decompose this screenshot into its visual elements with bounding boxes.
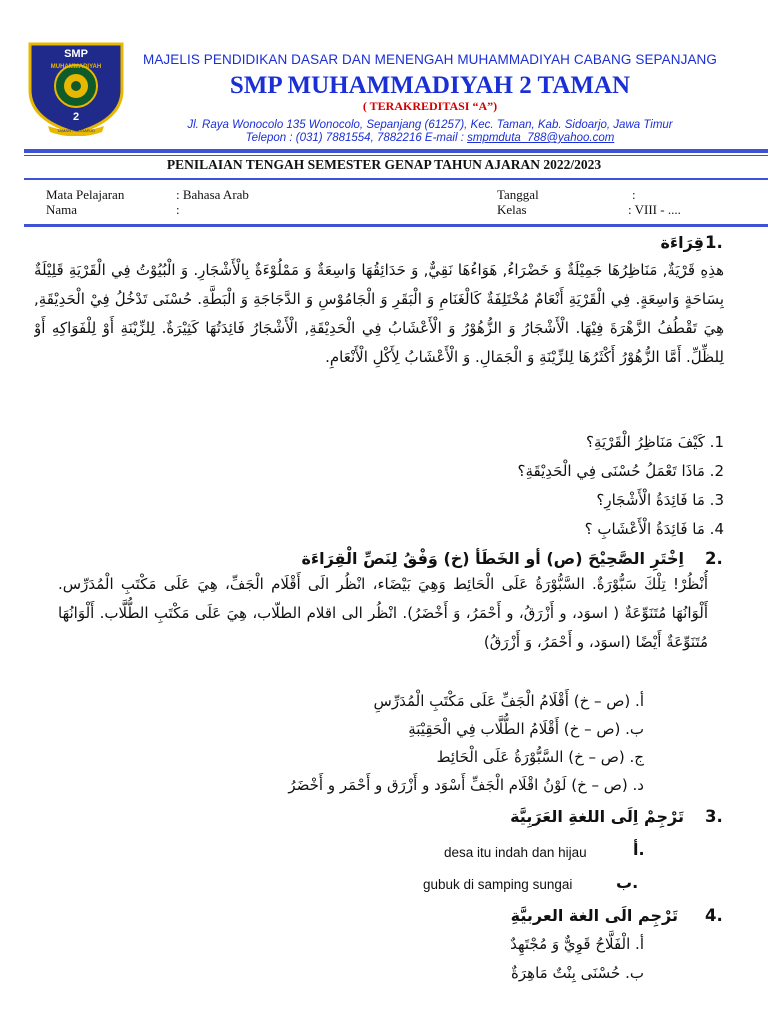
q4-title: تَرْجِم الَى الغة العربيَّةِ	[510, 906, 678, 925]
logo-ring-text: MUHAMMADIYAH	[50, 64, 102, 70]
q3-item-b-letter: ب.	[616, 873, 639, 892]
q2-number: 2.	[705, 549, 723, 568]
q4-item-b: ب. حُسْنَى بِنْتٌ مَاهِرَةٌ	[511, 964, 644, 982]
q4-item-a: أ. الْفَلَّاحُ قَوِيٌّ وَ مُجْتَهِدٌ	[510, 935, 644, 953]
header-divider-thin	[24, 155, 768, 156]
logo-number: 2	[72, 111, 80, 123]
logo-top-text: SMP	[64, 48, 88, 60]
subject-label: Mata Pelajaran	[46, 187, 125, 202]
subject-value: : Bahasa Arab	[176, 187, 249, 202]
contact-line	[130, 132, 730, 144]
date-label: Tanggal	[497, 187, 539, 202]
q2-option-a: أ. (ص – خ) أَقْلَامُ الْجَفِّ عَلَى مَكْتَبِ الْمُدَرِّسِ	[373, 692, 644, 710]
q1-question-2: 2. مَاذَا تَعْمَلُ حُسْنَى فِي الْحَدِيْقَةِ؟	[517, 462, 724, 480]
q3-title: تَرْجِمْ اِلَى اللغةِ العَرَبِيَّة	[510, 807, 684, 826]
q1-question-1: 1. كَيْفَ مَنَاظِرُ الْقَرْيَةِ؟	[586, 433, 724, 451]
q3-item-a-text: desa itu indah dan hijau	[444, 845, 587, 860]
telephone-text: Telepon : (031) 7881554, 7882216 E-mail :	[245, 132, 468, 144]
q3-item-a-letter: أ.	[633, 840, 645, 859]
class-value: : VIII - ....	[628, 202, 681, 217]
date-value: :	[632, 187, 636, 202]
school-name: SMP MUHAMMADIYAH 2 TAMAN	[229, 72, 631, 99]
q4-number: 4.	[705, 906, 723, 925]
school-logo	[22, 40, 130, 136]
school-address: Jl. Raya Wonocolo 135 Wonocolo, Sepanjang (61257), Kec. Taman, Kab. Sidoarjo, Jawa Timur	[187, 119, 673, 131]
class-label: Kelas	[497, 202, 527, 217]
accreditation: ( TERAKREDITASI “A”)	[362, 99, 498, 113]
q3-item-b-text: gubuk di samping sungai	[423, 877, 573, 892]
info-divider	[24, 224, 768, 227]
email-link[interactable]: smpmduta_788@yahoo.com	[467, 132, 615, 144]
q2-title: اِخْتَرِ الصَّحِيْحَ (ص) أو الخَطَأ (خ) وَفْقُ لِنَصِّ الْقِرَاءَة	[301, 549, 684, 568]
q2-option-b: ب. (ص – خ) أَقْلَامُ الطُّلَّاب فِي الْحَقِيْبَةِ	[408, 720, 644, 738]
q3-number: 3.	[705, 807, 723, 826]
q2-passage: أُنْظُرْ! تِلْكَ سَبُّوْرَةٌ. السَّبُّوْرَةُ عَلَى الْحَائِط وَهِيَ بَيْضَاء، انْظُر الَى أَقْلَام الْجَفِّ، هِيَ عَلَى مَكْتَبِ الْمُدَرِّس. أَلْوَانُهَا مُتَنَوِّعَةٌ ( اسوَد، و أَزْرَقُ، و أَحْمَرُ، وَ أَخْضَرُ). انْظُر الى اقلام الطلّاب، هِيَ عَلَى مَكْتَبِ الطُّلَّاب. أَلْوَانُهَا مُتَنَوِّعَةٌ أَيْضًا (اسوَد، و أَحْمَرُ، وَ أَزْرَقُ)	[58, 575, 708, 651]
title-divider	[24, 178, 768, 180]
q1-title: قِرَاءَة	[660, 233, 704, 252]
exam-title: PENILAIAN TENGAH SEMESTER GENAP TAHUN AJARAN 2022/2023	[166, 157, 602, 172]
q1-number: 1.	[705, 233, 723, 252]
logo-ribbon-text: TAMAN - SIDOARJO	[57, 128, 95, 133]
organization-name: MAJELIS PENDIDIKAN DASAR DAN MENENGAH MUHAMMADIYAH CABANG SEPANJANG	[142, 52, 718, 67]
q1-question-4: 4. مَا فَائِدَةُ الْأَعْشَابِ ؟	[584, 520, 724, 538]
header-divider-thick	[24, 149, 768, 153]
q2-option-d: د. (ص – خ) لَوْنُ اقْلَام الْجَفِّ أَسْوَد و أَزْرَق و أَحْمَر و أَخْضَرُ	[288, 776, 644, 794]
q1-question-3: 3. مَا فَائِدَةُ الْأَشْجَارِ؟	[596, 491, 724, 509]
q2-option-c: ج. (ص – خ) السَّبُّوْرَةُ عَلَى الْحَائِط	[436, 748, 644, 766]
q1-reading-passage: هذِهِ قَرْيَةٌ, مَنَاظِرُهَا جَمِيْلَةٌ وَ خَضْرَاءُ, هَوَاءُهَا نَقِيٌّ, وَ حَدَائِقُهَا وَاسِعَةٌ وَ مَمْلُوْءَةٌ بِالْأَشْجَارِ. وَ الْبُيُوْتُ فِي الْقَرْيَةِ قَلِيْلَةٌ بِسَاحَةٍ وَاسِعَةٍ. فِي الْقَرْيَةِ أَنْعَامٌ مُخْتَلِفَةٌ كَالْغَنَامِ وَ الْبَقَرِ وَ الْجَامُوْسِ وَ الدَّجَاجَةِ وَ الْبَطَّةِ. حُسْنَى تَدْخُلُ فِيْ الْحَدِيْقَةِ, هِيَ تَقْطُفُ الزَّهْرَةَ فِيْهَا. الْأَشْجَارُ وَ الزُّهُوْرُ وَ الْأَعْشَابُ فِي الْحَدِيْقَةِ, الْأَشْجَارُ فَائِدَتُهَا كَثِيْرَةٌ. لِلزِّيْنَةِ أَوْ لِلْفَوَاكِهِ أَوْ لِلظِّلِّ. أَمَّا الزُّهُوْرُ أَكْثَرُهَا لِلزِّيْنَةِ وَ الْجَمَالِ. وَ الْأَعْشَابُ لِأَكْلِ الْأَنْعَامِ.	[34, 261, 724, 366]
name-label: Nama	[46, 202, 78, 217]
name-value: :	[176, 202, 180, 217]
